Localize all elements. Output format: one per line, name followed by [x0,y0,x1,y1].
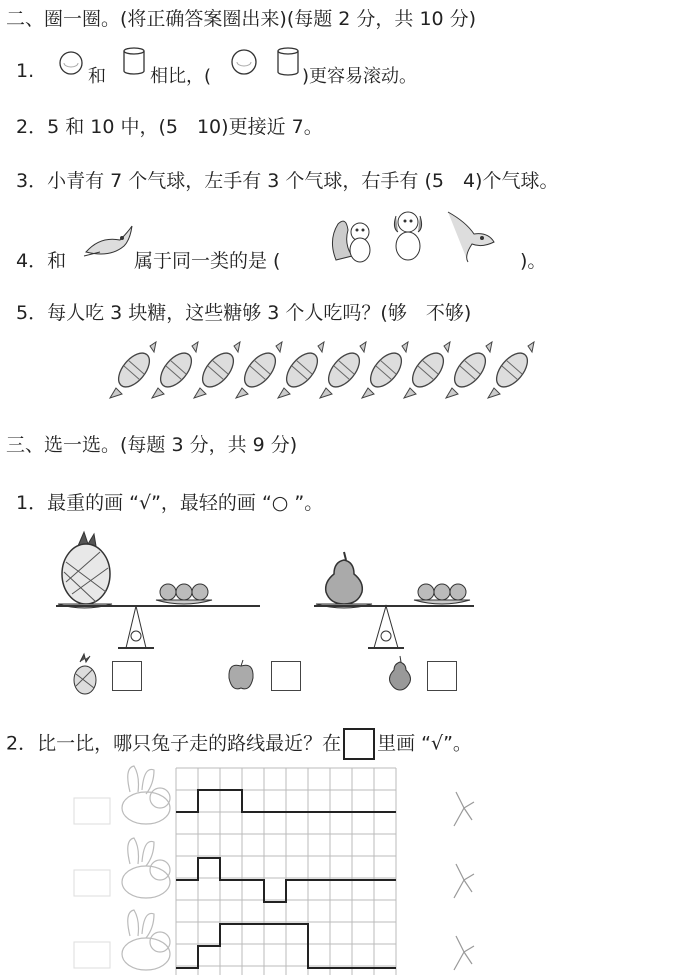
candy-icon [278,340,324,400]
cylinder-option-icon[interactable] [276,46,302,78]
bird-option-icon[interactable] [444,208,496,264]
q1-number: 1. [16,60,35,82]
q1-compare: 相比，( [150,66,212,87]
candy-icon [152,340,198,400]
squirrel-icon[interactable] [328,210,376,264]
ball-icon [58,50,84,76]
candy-icon [110,340,156,400]
q4-start: 4．和 [16,250,67,272]
candy-icon [194,340,240,400]
q1-end: )更容易滚动。 [302,66,418,87]
pineapple-icon [62,532,110,604]
grid-lines [176,768,396,975]
answer-box-sample [343,728,375,760]
section3-title: 三、选一选。(每题 3 分，共 9 分) [6,434,298,456]
answer-box-pear[interactable] [427,661,457,691]
question-2-2: 2．5 和 10 中，(5 10)更接近 7。 [16,116,323,138]
rabbit-route-grid [60,762,500,975]
candy-icon [488,340,534,400]
pineapple-small-icon [72,654,98,694]
rabbit-answer-box-3 [74,942,110,968]
rabbit-icon-3 [122,910,170,970]
section2-title: 二、圈一圈。(将正确答案圈出来)(每题 2 分，共 10 分) [6,8,477,30]
question-2-1 [16,60,34,82]
candy-icon [320,340,366,400]
bird-icon [80,222,136,266]
q4-end: )。 [520,250,547,272]
question-2-5: 5．每人吃 3 块糖，这些糖够 3 个人吃吗？(够 不够) [16,302,472,324]
answer-box-pineapple[interactable] [112,661,142,691]
apples-icon [160,584,208,600]
q4-mid: 属于同一类的是 ( [134,250,281,272]
apples-right-icon [418,584,466,600]
question-3-1: 1．最重的画 “√”，最轻的画 “○ ”。 [16,492,324,514]
question-3-2 [6,728,472,760]
candy-icon [404,340,450,400]
carrot-icons [454,792,474,970]
rabbit-icon-2 [122,838,170,898]
pear-icon [326,552,363,604]
carrot-icon-3 [454,936,474,970]
q3-2-start: 2．比一比，哪只兔子走的路线最近？在 [6,732,342,755]
answer-boxes-rabbits [74,798,110,968]
balance-scale-pear [314,552,524,652]
question-2-3: 3．小青有 7 个气球，左手有 3 个气球，右手有 (5 4)个气球。 [16,170,559,192]
rabbit-answer-box-2 [74,870,110,896]
carrot-icon-2 [454,864,474,898]
rabbit-icon-1 [122,766,170,824]
rabbit-icons [122,766,170,970]
q3-2-end: 里画 “√”。 [377,732,472,755]
rabbit-answer-box-1 [74,798,110,824]
candy-icon [236,340,282,400]
q1-and: 和 [88,66,106,87]
candy-icon [446,340,492,400]
ball-option-icon[interactable] [230,48,258,76]
pear-small-icon [386,656,414,692]
cylinder-icon [122,46,148,76]
dog-icon[interactable] [388,206,428,264]
candy-icon [362,340,408,400]
apple-small-icon [226,660,256,692]
answer-box-apple[interactable] [271,661,301,691]
carrot-icon-1 [454,792,474,826]
balance-scale-pineapple [56,532,266,652]
